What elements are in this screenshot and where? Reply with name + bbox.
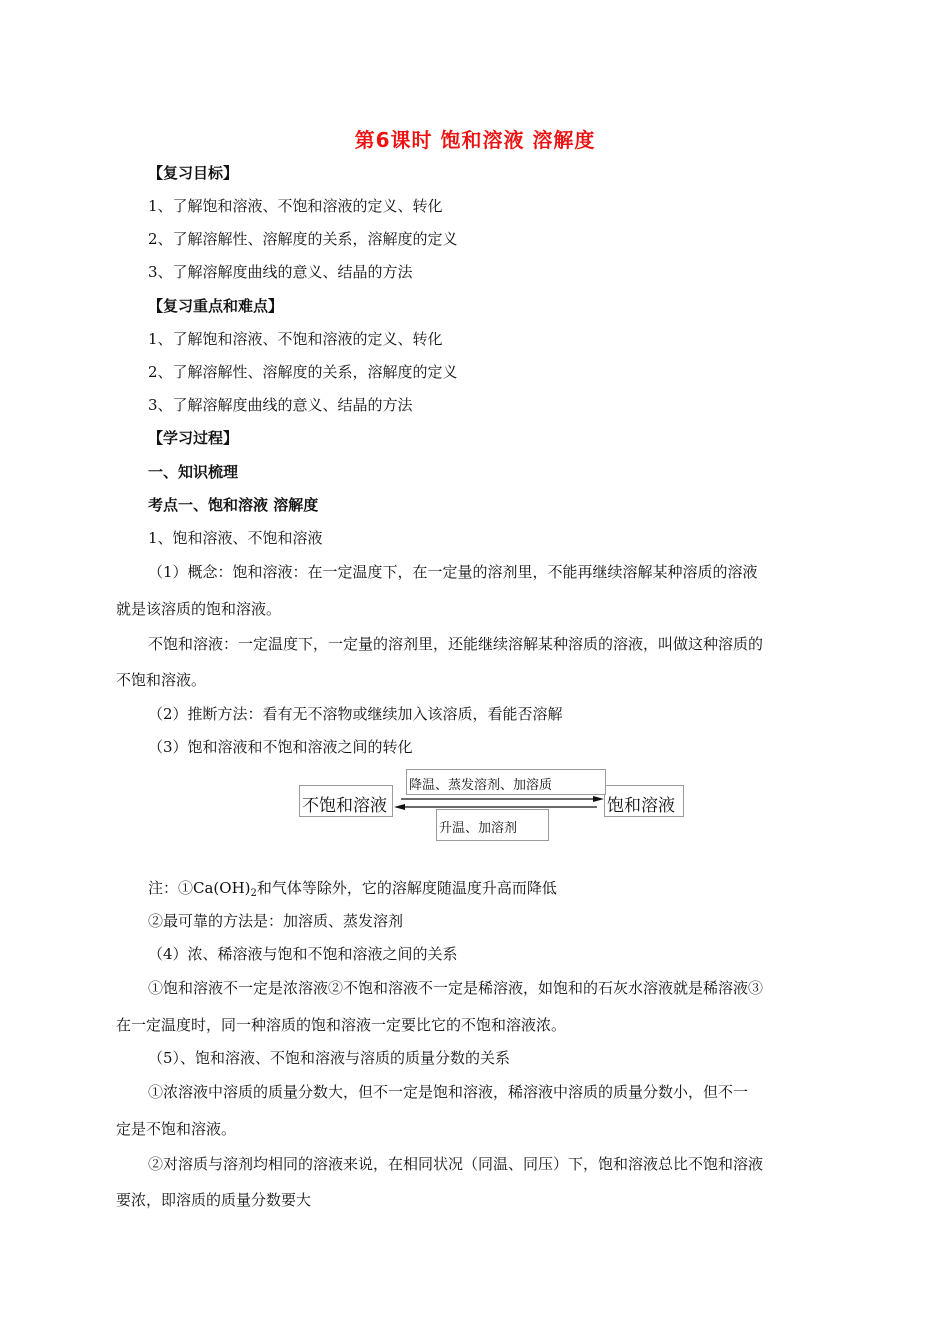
forward-arrow-head — [593, 796, 604, 802]
top-condition-box: 降温、蒸发溶剂、加溶质 — [406, 769, 606, 795]
page-title: 第6课时 饱和溶液 溶解度 — [354, 128, 596, 152]
conversion-heading: （3）饱和溶液和不饱和溶液之间的转化 — [148, 738, 413, 756]
review-goal-2: 2、了解溶解性、溶解度的关系，溶解度的定义 — [148, 230, 458, 248]
backward-arrow-head — [394, 804, 405, 810]
part-one-heading: 一、知识梳理 — [148, 463, 239, 481]
key-points-heading: 【复习重点和难点】 — [148, 297, 284, 315]
bottom-condition-box: 升温、加溶剂 — [436, 809, 549, 841]
key-point-2: 2、了解溶解性、溶解度的关系，溶解度的定义 — [148, 363, 458, 381]
judge-method: （2）推断方法：看有无不溶物或继续加入该溶质，看能否溶解 — [148, 705, 563, 723]
item-5-a-line-2: 定是不饱和溶液。 — [116, 1120, 237, 1138]
item-4-line-1: ①饱和溶液不一定是浓溶液②不饱和溶液不一定是稀溶液，如饱和的石灰水溶液就是稀溶液③ — [148, 979, 764, 997]
topic-one-heading: 考点一、饱和溶液 溶解度 — [148, 496, 319, 514]
unsaturated-box: 不饱和溶液 — [299, 785, 393, 817]
item-5: （5）、饱和溶液、不饱和溶液与溶质的质量分数的关系 — [148, 1049, 511, 1067]
concept-line-1: （1）概念：饱和溶液：在一定温度下，在一定量的溶剂里，不能再继续溶解某种溶质的溶液 — [148, 563, 758, 581]
item-4: （4）浓、稀溶液与饱和不饱和溶液之间的关系 — [148, 945, 458, 963]
note-1-suffix: 和气体等除外，它的溶解度随温度升高而降低 — [256, 879, 557, 897]
review-goal-3: 3、了解溶解度曲线的意义、结晶的方法 — [148, 263, 413, 281]
note-1-subscript: 2 — [250, 888, 257, 899]
unsat-line-1: 不饱和溶液：一定温度下，一定量的溶剂里，还能继续溶解某种溶质的溶液，叫做这种溶质的 — [148, 635, 764, 653]
key-point-1: 1、了解饱和溶液、不饱和溶液的定义、转化 — [148, 330, 443, 348]
review-goals-heading: 【复习目标】 — [148, 164, 239, 182]
process-heading: 【学习过程】 — [148, 429, 239, 447]
concept-line-2: 就是该溶质的饱和溶液。 — [116, 600, 282, 618]
review-goal-1: 1、了解饱和溶液、不饱和溶液的定义、转化 — [148, 197, 443, 215]
item-5-a-line-1: ①浓溶液中溶质的质量分数大，但不一定是饱和溶液，稀溶液中溶质的质量分数小，但不一 — [148, 1083, 749, 1101]
key-point-3: 3、了解溶解度曲线的意义、结晶的方法 — [148, 396, 413, 414]
saturated-box: 饱和溶液 — [604, 785, 684, 817]
conversion-arrows — [393, 796, 605, 812]
unsat-line-2: 不饱和溶液。 — [116, 671, 207, 689]
item-1: 1、饱和溶液、不饱和溶液 — [148, 529, 323, 547]
item-5-b-line-2: 要浓，即溶质的质量分数要大 — [116, 1191, 312, 1209]
note-1-prefix: 注：①Ca(OH) — [148, 879, 251, 897]
note-2: ②最可靠的方法是：加溶质、蒸发溶剂 — [148, 912, 404, 930]
item-5-b-line-1: ②对溶质与溶剂均相同的溶液来说，在相同状况（同温、同压）下，饱和溶液总比不饱和溶液 — [148, 1155, 764, 1173]
item-4-line-2: 在一定温度时，同一种溶质的饱和溶液一定要比它的不饱和溶液浓。 — [116, 1016, 567, 1034]
note-1 — [148, 878, 557, 904]
